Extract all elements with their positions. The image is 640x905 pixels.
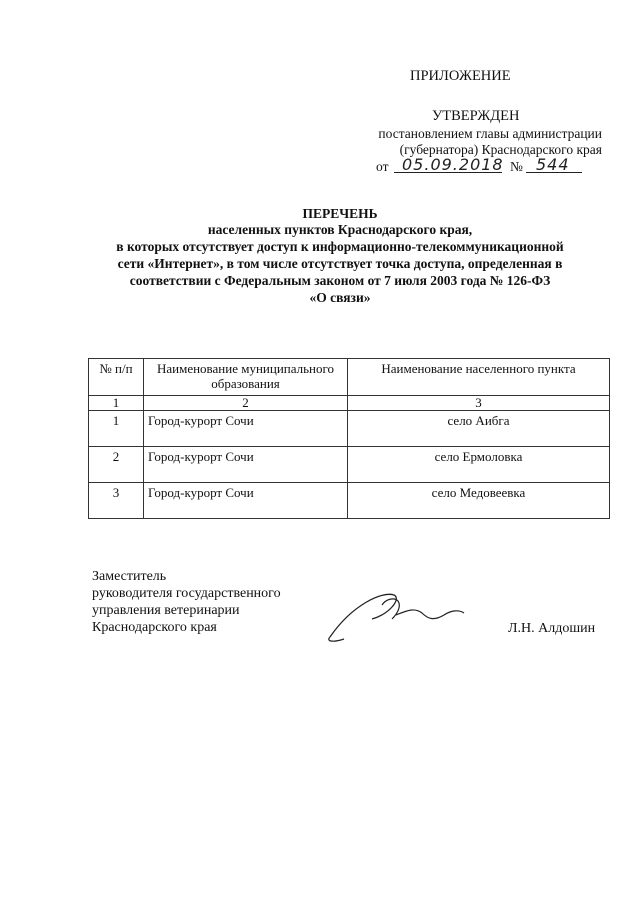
decree-date-number	[376, 157, 606, 175]
settlements-table	[88, 358, 610, 519]
title-line-2: в которых отсутствует доступ к информационно-телекоммуникационной	[116, 239, 564, 254]
municipality-cell: Город-курорт Сочи	[144, 411, 348, 447]
column-number: 2	[144, 396, 348, 411]
table-row	[89, 483, 610, 519]
row-number: 3	[89, 483, 144, 519]
signer-position-line-3: управления ветеринарии	[92, 603, 240, 618]
settlement-cell: село Ермоловка	[348, 447, 610, 483]
handwritten-signature	[322, 585, 472, 645]
table-header-row	[89, 359, 610, 396]
row-number: 2	[89, 447, 144, 483]
header-number: № п/п	[89, 359, 144, 396]
column-number: 3	[348, 396, 610, 411]
column-number: 1	[89, 396, 144, 411]
title-line-5: «О связи»	[309, 290, 371, 305]
signer-position-line-1: Заместитель	[92, 569, 167, 584]
settlement-cell: село Аибга	[348, 411, 610, 447]
date-prefix: от	[376, 159, 389, 174]
column-number-row	[89, 396, 610, 411]
approved-label: УТВЕРЖДЕН	[432, 108, 520, 124]
title-line-4: соответствии с Федеральным законом от 7 июля 2003 года № 126-ФЗ	[129, 273, 551, 288]
document-title: ПЕРЕЧЕНЬ	[302, 206, 378, 221]
table-row	[89, 411, 610, 447]
header-municipality: Наименование муниципального образования	[144, 359, 348, 396]
municipality-cell: Город-курорт Сочи	[144, 483, 348, 519]
signer-position-line-2: руководителя государственного	[92, 586, 281, 601]
settlement-cell: село Медовеевка	[348, 483, 610, 519]
signer-position-line-4: Краснодарского края	[92, 620, 217, 635]
header-settlement: Наименование населенного пункта	[348, 359, 610, 396]
table-row	[89, 447, 610, 483]
approved-by-line-2: (губернатора) Краснодарского края	[399, 142, 602, 157]
municipality-cell: Город-курорт Сочи	[144, 447, 348, 483]
number-value: 544	[536, 155, 570, 174]
row-number: 1	[89, 411, 144, 447]
appendix-label: ПРИЛОЖЕНИЕ	[410, 68, 511, 84]
date-value: 05.09.2018	[402, 155, 504, 174]
approved-by-line-1: постановлением главы администрации	[378, 126, 602, 141]
number-prefix: №	[510, 159, 523, 174]
title-line-1: населенных пунктов Краснодарского края,	[207, 222, 473, 237]
title-line-3: сети «Интернет», в том числе отсутствует точка доступа, определенная в	[117, 256, 563, 271]
signer-name: Л.Н. Алдошин	[508, 621, 596, 636]
